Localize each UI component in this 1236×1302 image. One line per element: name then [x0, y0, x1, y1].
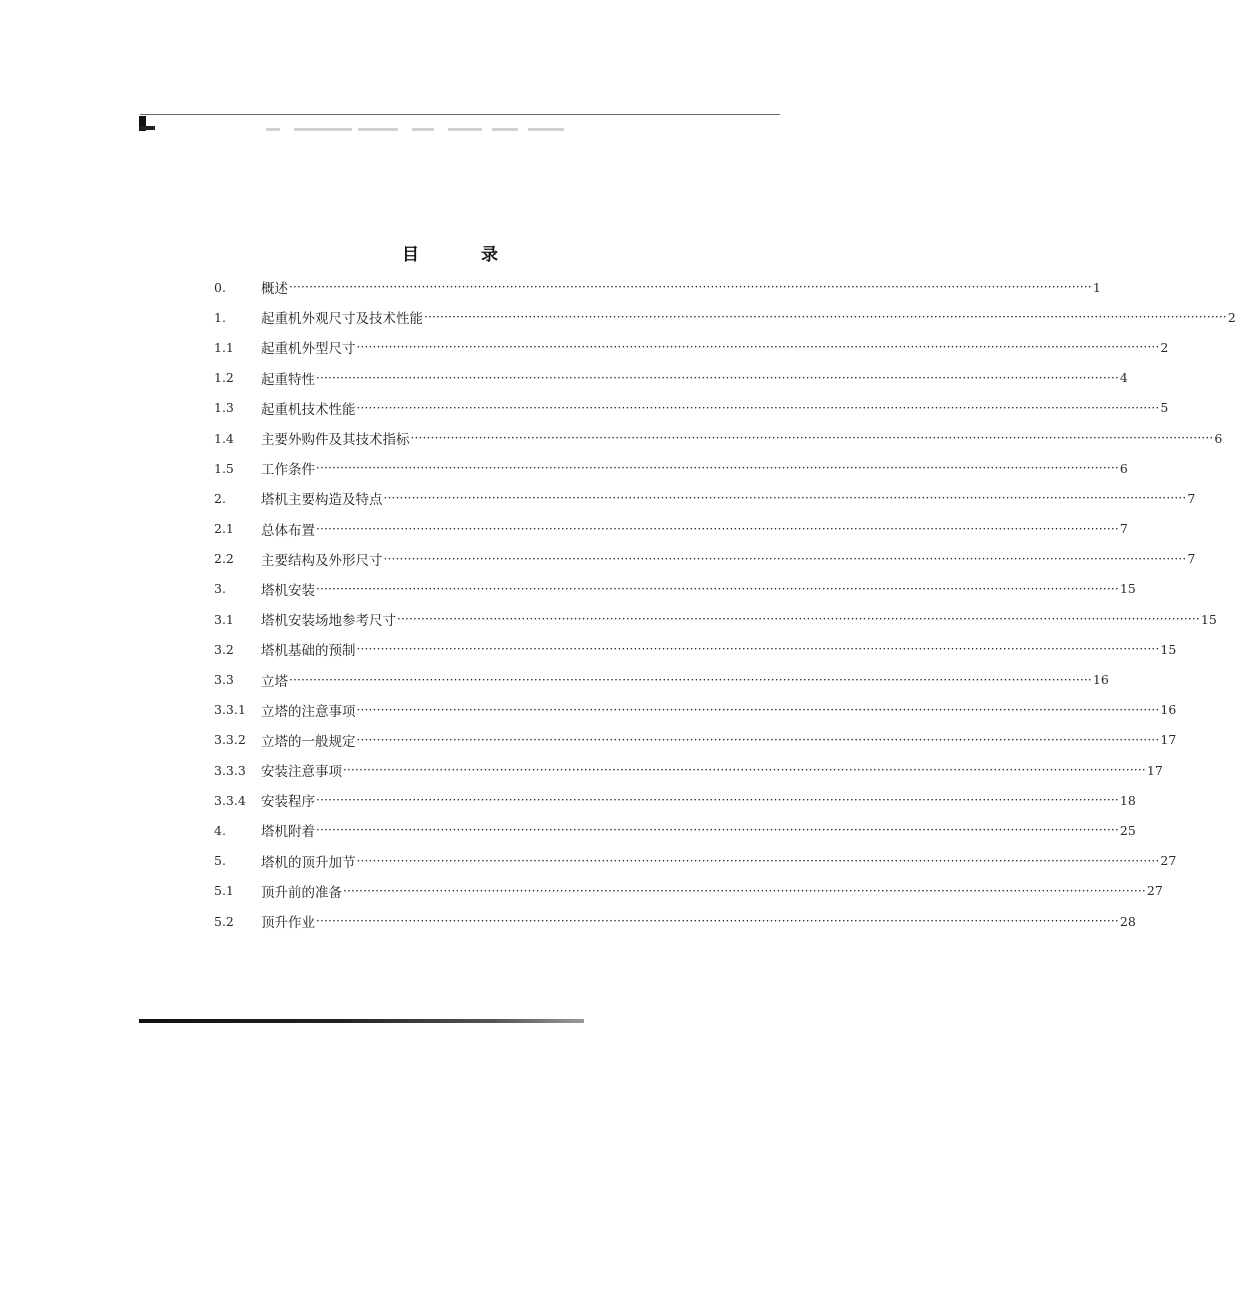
toc-entry-page: 17 [1160, 732, 1177, 748]
toc-entry [214, 423, 1223, 453]
toc-entry-title: 顶升前的准备 [261, 884, 342, 901]
toc-entry-title: 起重机技术性能 [261, 401, 356, 418]
toc-leader-dots: ········································································································································································································ [316, 793, 1119, 808]
toc-leader-dots: ········································································································································································································ [356, 642, 1160, 657]
toc-leader-dots: ········································································································································································································ [316, 914, 1119, 929]
toc-entry-number: 1.3 [214, 400, 234, 416]
toc-entry-number: 3.3 [214, 672, 234, 688]
toc-entry-page: 15 [1160, 641, 1177, 657]
toc-leader-dots: ········································································································································································································ [424, 310, 1227, 325]
toc-entry-title: 起重机外观尺寸及技术性能 [261, 311, 423, 328]
toc-entry-title: 概述 [261, 281, 288, 298]
toc-entry-number: 1.5 [214, 460, 234, 476]
toc-entry [214, 604, 1217, 634]
toc-leader-dots: ········································································································································································································ [316, 521, 1119, 536]
toc-entry-page: 7 [1119, 521, 1128, 537]
toc-entry-number: 3.3.1 [214, 702, 246, 718]
toc-entry-number: 2.2 [214, 551, 234, 567]
toc-entry [214, 272, 1101, 302]
toc-entry-title: 塔机主要构造及特点 [261, 492, 383, 509]
toc-entry-page: 25 [1119, 822, 1136, 838]
toc-entry [214, 876, 1163, 906]
toc-entry-title: 塔机附着 [261, 824, 315, 841]
toc-entry-number: 1.4 [214, 430, 234, 446]
toc-entry-page: 15 [1119, 581, 1136, 597]
toc-entry-number: 5.2 [214, 913, 234, 929]
toc-entry [214, 815, 1136, 845]
toc-entry-page: 6 [1119, 460, 1128, 476]
toc-entry-page: 18 [1119, 792, 1136, 808]
toc-entry [214, 393, 1169, 423]
toc-entry [214, 846, 1177, 876]
toc-entry-page: 2 [1227, 309, 1236, 325]
toc-entry-number: 1.2 [214, 370, 234, 386]
toc-entry-page: 2 [1160, 339, 1169, 355]
toc-entry-number: 2.1 [214, 521, 234, 537]
toc-leader-dots: ········································································································································································································ [397, 612, 1200, 627]
toc-leader-dots: ········································································································································································································ [356, 732, 1160, 747]
toc-entry-title: 工作条件 [261, 462, 315, 479]
toc-entry-number: 5. [214, 853, 226, 869]
toc-leader-dots: ········································································································································································································ [316, 581, 1119, 596]
toc-entry [214, 363, 1128, 393]
toc-entry-title: 主要外购件及其技术指标 [261, 432, 410, 449]
toc-entry [214, 544, 1196, 574]
toc-entry-page: 15 [1200, 611, 1217, 627]
toc-entry-title: 立塔的一般规定 [261, 733, 356, 750]
toc-leader-dots: ········································································································································································································ [343, 763, 1146, 778]
toc-leader-dots: ········································································································································································································ [316, 461, 1119, 476]
toc-leader-dots: ········································································································································································································ [289, 672, 1092, 687]
toc-entry-title: 塔机安装 [261, 582, 315, 599]
toc-entry-number: 3.3.3 [214, 762, 246, 778]
toc-entry-page: 4 [1119, 370, 1128, 386]
toc-entry-title: 主要结构及外形尺寸 [261, 552, 383, 569]
toc-leader-dots: ········································································································································································································ [356, 702, 1160, 717]
toc-entry-number: 3.2 [214, 641, 234, 657]
toc-leader-dots: ········································································································································································································ [410, 431, 1214, 446]
toc-entry-title: 顶升作业 [261, 915, 315, 932]
toc-entry-number: 5.1 [214, 883, 234, 899]
toc-entry-title: 安装注意事项 [261, 764, 342, 781]
toc-entry-title: 起重特性 [261, 371, 315, 388]
toc-entry-page: 7 [1187, 551, 1196, 567]
toc-entry-number: 2. [214, 490, 226, 506]
toc-leader-dots: ········································································································································································································ [343, 883, 1146, 898]
toc-entry-number: 3.3.4 [214, 792, 246, 808]
toc-entry-number: 3.3.2 [214, 732, 246, 748]
corner-bracket-foot [139, 126, 155, 130]
toc-entry-number: 0. [214, 279, 226, 295]
toc-entry-number: 4. [214, 822, 226, 838]
toc-entry-title: 塔机基础的预制 [261, 643, 356, 660]
toc-leader-dots: ········································································································································································································ [356, 400, 1160, 415]
toc-entry-title: 塔机的顶升加节 [261, 854, 356, 871]
toc-entry-title: 塔机安装场地参考尺寸 [261, 613, 396, 630]
toc-entry-title: 立塔 [261, 673, 288, 690]
toc-leader-dots: ········································································································································································································ [316, 823, 1119, 838]
toc-entry-page: 5 [1160, 400, 1169, 416]
toc-entry [214, 634, 1177, 664]
toc-entry-title: 安装程序 [261, 794, 315, 811]
toc-entry [214, 514, 1128, 544]
toc-entry-title: 立塔的注意事项 [261, 703, 356, 720]
toc-leader-dots: ········································································································································································································ [383, 491, 1187, 506]
toc-leader-dots: ········································································································································································································ [356, 853, 1160, 868]
toc-leader-dots: ········································································································································································································ [289, 280, 1092, 295]
footer-rule [139, 1019, 584, 1023]
toc-entry [214, 332, 1169, 362]
header-rule [140, 114, 780, 115]
toc-leader-dots: ········································································································································································································ [316, 370, 1119, 385]
toc-entry [214, 785, 1136, 815]
toc-entry-number: 1.1 [214, 339, 234, 355]
toc-entry-page: 27 [1146, 883, 1163, 899]
toc-entry [214, 664, 1109, 694]
toc-entry-number: 3. [214, 581, 226, 597]
toc-entry-page: 1 [1092, 279, 1101, 295]
toc-title: 目 录 [402, 245, 526, 265]
toc-entry-title: 总体布置 [261, 522, 315, 539]
toc-entry [214, 755, 1163, 785]
toc-entry-page: 27 [1160, 853, 1177, 869]
toc-leader-dots: ········································································································································································································ [383, 551, 1187, 566]
toc-entry-page: 16 [1092, 672, 1109, 688]
toc-entry-page: 16 [1160, 702, 1177, 718]
table-of-contents [214, 272, 1236, 936]
toc-entry-page: 6 [1214, 430, 1223, 446]
toc-entry-number: 3.1 [214, 611, 234, 627]
toc-entry [214, 574, 1136, 604]
toc-entry [214, 453, 1128, 483]
toc-entry [214, 906, 1136, 936]
toc-entry-page: 28 [1119, 913, 1136, 929]
toc-entry [214, 483, 1196, 513]
toc-entry-title: 起重机外型尺寸 [261, 341, 356, 358]
toc-entry-page: 17 [1146, 762, 1163, 778]
toc-leader-dots: ········································································································································································································ [356, 340, 1160, 355]
toc-entry [214, 302, 1236, 332]
toc-entry-page: 7 [1187, 490, 1196, 506]
toc-entry-number: 1. [214, 309, 226, 325]
toc-entry [214, 725, 1177, 755]
toc-entry [214, 695, 1177, 725]
scan-artifacts [260, 128, 570, 132]
